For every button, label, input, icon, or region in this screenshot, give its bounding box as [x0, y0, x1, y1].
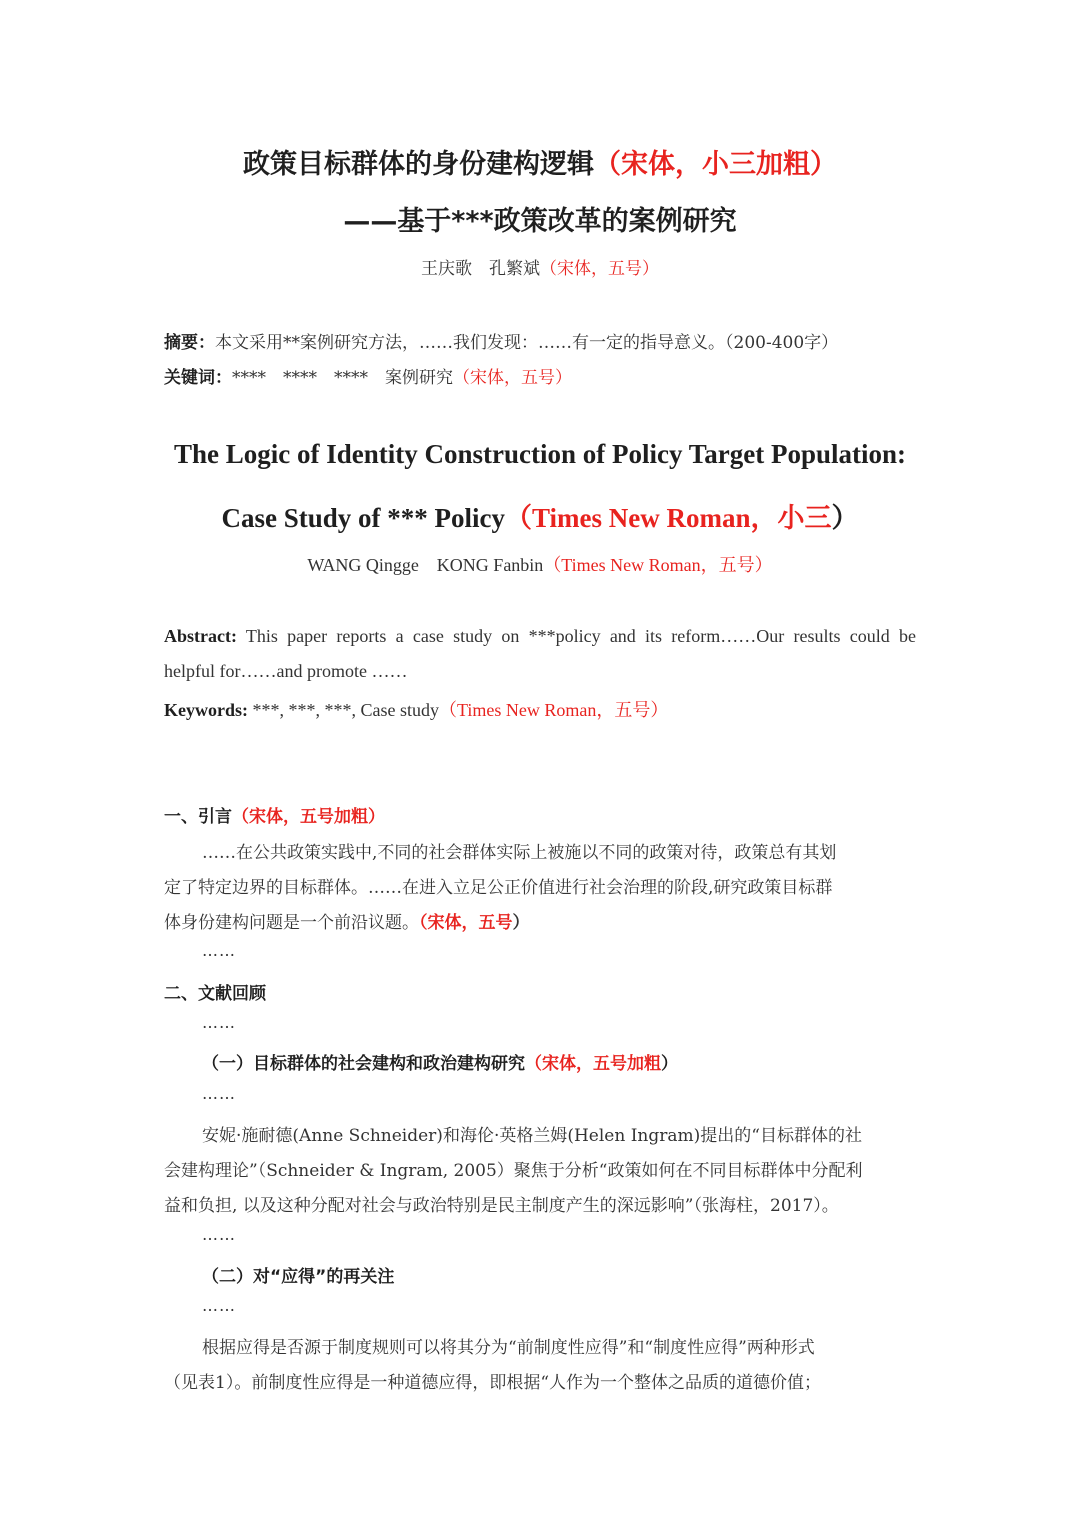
section1-line2: 定了特定边界的目标群体。……在进入立足公正价值进行社会治理的阶段,研究政策目标群 — [164, 878, 833, 898]
abstract-en-line2: helpful for……and promote …… — [164, 661, 408, 681]
authors-cn-format-note: （宋体，五号） — [540, 259, 659, 279]
keywords-en-format-note: （Times New Roman，五号） — [439, 700, 669, 720]
title-cn — [0, 142, 1080, 181]
section1-line3-text: 体身份建构问题是一个前沿议题。 — [164, 913, 419, 933]
keywords-cn-label: 关键词： — [164, 368, 232, 388]
para1-line2: 会建构理论”（Schneider & Ingram, 2005）聚焦于分析“政策如何在不同目标群体中分配利 — [164, 1161, 863, 1181]
authors-cn — [0, 254, 1080, 279]
section1-line1: ……在公共政策实践中,不同的社会群体实际上被施以不同的政策对待，政策总有其划 — [202, 843, 837, 863]
keywords-cn-format-note: （宋体，五号） — [453, 368, 572, 388]
para2-line1: 根据应得是否源于制度规则可以将其分为“前制度性应得”和“制度性应得”两种形式 — [202, 1338, 815, 1358]
title-cn-format-note: （宋体，小三加粗） — [594, 149, 837, 180]
ellipsis: …… — [202, 941, 236, 960]
abstract-en-label: Abstract: — [164, 626, 237, 646]
authors-en-names: WANG Qingge KONG Fanbin — [307, 555, 544, 575]
title-cn-main: 政策目标群体的身份建构逻辑 — [243, 149, 594, 180]
ellipsis: …… — [202, 1296, 236, 1315]
keywords-cn-text: **** **** **** 案例研究 — [232, 368, 453, 388]
abstract-cn — [164, 328, 838, 353]
subsection1-close: ） — [661, 1054, 678, 1074]
para1-line3: 益和负担, 以及这种分配对社会与政治特别是民主制度产生的深远影响”（张海柱，2017）。 — [164, 1196, 839, 1216]
subsection2-heading: （二）对“应得”的再关注 — [202, 1267, 395, 1287]
section1-title: 一、引言 — [164, 807, 232, 827]
title-en-close: ） — [831, 503, 859, 533]
ellipsis: …… — [202, 1225, 236, 1244]
subtitle-cn: ——基于***政策改革的案例研究 — [343, 206, 737, 237]
authors-en-format-note: （Times New Roman，五号） — [543, 555, 773, 575]
authors-en — [0, 551, 1080, 577]
abstract-en-line1 — [164, 626, 916, 647]
keywords-en-label: Keywords: — [164, 700, 248, 720]
section1-format-note: （宋体，五号加粗） — [232, 807, 385, 827]
section2-heading: 二、文献回顾 — [164, 984, 266, 1004]
title-en-line1: The Logic of Identity Construction of Policy Target Population: — [173, 439, 906, 469]
abstract-cn-label: 摘要： — [164, 333, 215, 353]
para2-line2: （见表1）。前制度性应得是一种道德应得，即根据“人作为一个整体之品质的道德价值； — [164, 1373, 822, 1393]
section1-heading — [164, 802, 385, 827]
subsection1-title: （一）目标群体的社会建构和政治建构研究 — [202, 1054, 525, 1074]
para1-line1: 安妮·施耐德(Anne Schneider)和海伦·英格兰姆(Helen Ingram)提出的“目标群体的社 — [202, 1126, 862, 1146]
title-en-main: Case Study of *** Policy — [221, 503, 505, 533]
title-en-line2 — [0, 496, 1080, 535]
authors-cn-names: 王庆歌 孔繁斌 — [421, 259, 540, 279]
section1-line3-close: ） — [512, 913, 530, 933]
subsection1-heading — [202, 1049, 678, 1074]
title-en-format-note: （Times New Roman，小三 — [505, 503, 832, 533]
abstract-cn-text: 本文采用**案例研究方法，……我们发现：……有一定的指导意义。（200-400字） — [215, 333, 839, 353]
keywords-en-text: ***, ***, ***, Case study — [252, 700, 439, 720]
ellipsis: …… — [202, 1084, 236, 1103]
keywords-en — [164, 696, 916, 722]
keywords-cn — [164, 363, 572, 388]
subsection1-format-note: （宋体，五号加粗 — [525, 1054, 661, 1074]
section1-line3 — [164, 908, 916, 933]
abstract-en-text-1: This paper reports a case study on ***policy and its reform……Our results could be — [245, 626, 916, 646]
section1-line3-format-note: （宋体，五号 — [419, 913, 513, 933]
ellipsis: …… — [202, 1013, 236, 1032]
